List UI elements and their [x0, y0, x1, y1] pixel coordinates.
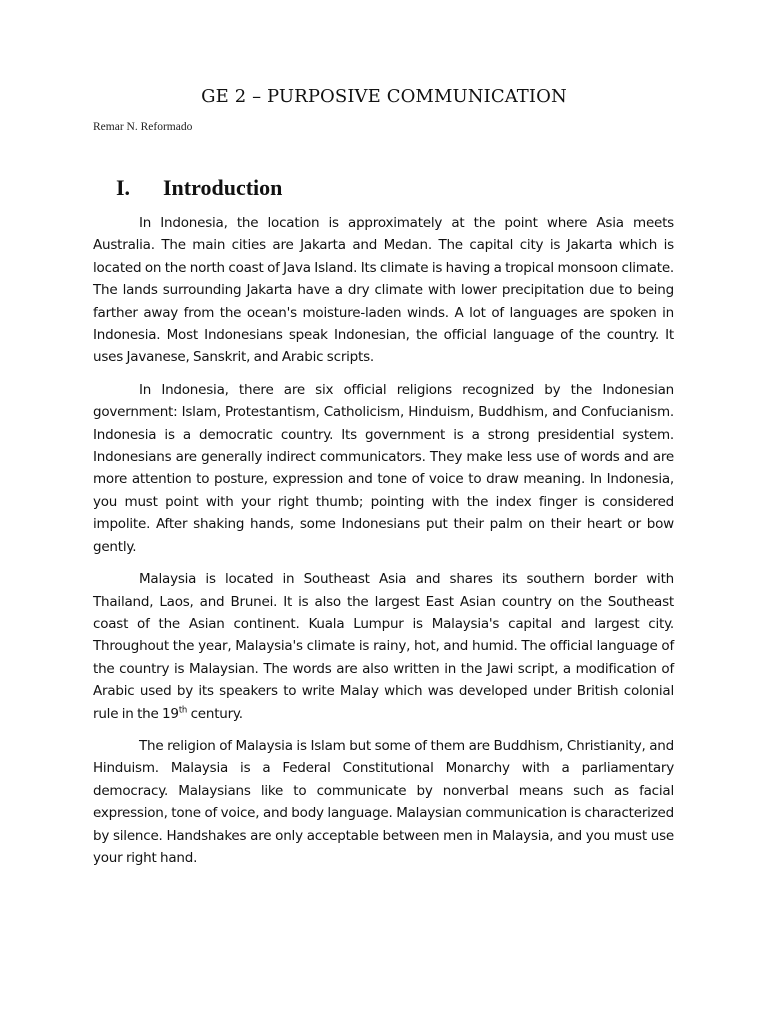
- paragraph-malaysia-text-end: century.: [187, 705, 243, 722]
- section-heading: [116, 175, 282, 201]
- paragraph-indonesia-geography: In Indonesia, the location is approximately at the point where Asia meets Australia. The main cities are Jakarta and Medan. The capital city is Jakarta which is located on the north coast of Java Island. Its climate is having a tropical monsoon climate. The lands surrounding Jakarta have a dry climate with lower precipitation due to being farther away from the ocean's moisture-laden winds. A lot of languages are spoken in Indonesia. Most Indonesians speak Indonesian, the official language of the country. It uses Javanese, Sanskrit, and Arabic scripts.: [93, 215, 674, 366]
- document-title: GE 2 – PURPOSIVE COMMUNICATION: [201, 86, 567, 107]
- ordinal-superscript: th: [178, 705, 188, 716]
- paragraph-malaysia-geography: [93, 568, 674, 725]
- paragraph-malaysia-culture: The religion of Malaysia is Islam but some of them are Buddhism, Christianity, and Hinduism. Malaysia is a Federal Constitutional Monarchy with a parliamentary democracy. Malaysians like to communicate by nonverbal means such as facial expression, tone of voice, and body language. Malaysian communication is characterized by silence. Handshakes are only acceptable between men in Malaysia, and you must use your right hand.: [93, 737, 674, 866]
- section-number: I.: [116, 175, 131, 200]
- section-title: Introduction: [163, 175, 283, 200]
- author-name: Remar N. Reformado: [93, 121, 193, 133]
- body-text: [93, 212, 674, 879]
- paragraph-indonesia-culture: In Indonesia, there are six official religions recognized by the Indonesian government: Islam, Protestantism, Catholicism, Hinduism, Buddhism, and Confucianism. Indonesia is a democratic country. Its government is a strong presidential system. Indonesians are generally indirect communicators. They make less use of words and are more attention to posture, expression and tone of voice to draw meaning. In Indonesia, you must point with your right thumb; pointing with the index finger is considered impolite. After shaking hands, some Indonesians put their palm on their heart or bow gently.: [93, 381, 674, 555]
- paragraph-malaysia-text: Malaysia is located in Southeast Asia and shares its southern border with Thailand, Laos, and Brunei. It is also the largest East Asian country on the Southeast coast of the Asian continent. Kuala Lumpur is Malaysia's capital and largest city. Throughout the year, Malaysia's climate is rainy, hot, and humid. The official language of the country is Malaysian. The words are also written in the Jawi script, a modification of Arabic used by its speakers to write Malay which was developed under British colonial rule in the 19: [93, 571, 674, 722]
